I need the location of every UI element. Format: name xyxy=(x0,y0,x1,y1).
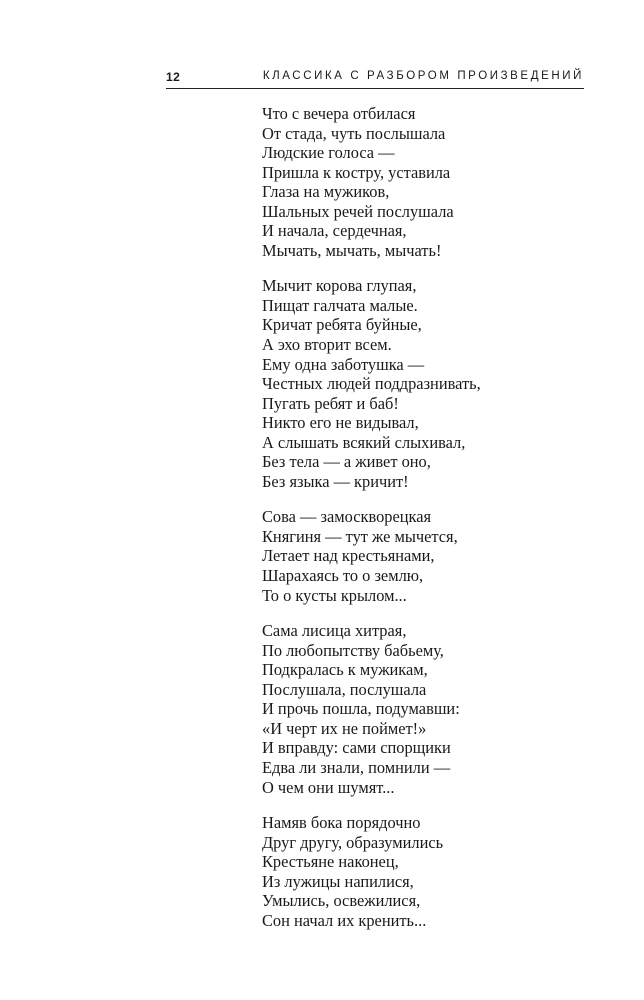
stanza xyxy=(262,276,602,491)
poem-line: Никто его не видывал, xyxy=(262,413,419,433)
page-number: 12 xyxy=(166,70,181,84)
poem-line: Ему одна заботушка — xyxy=(262,354,425,374)
poem-line: Умылись, освежилися, xyxy=(262,891,421,911)
poem-line: Мычать, мычать, мычать! xyxy=(262,240,442,260)
poem-line: Сова — замоскворецкая xyxy=(262,507,432,527)
poem-line: И вправду: сами спорщики xyxy=(262,738,451,758)
poem-line: И прочь пошла, подумавши: xyxy=(262,699,460,719)
poem-line: Пугать ребят и баб! xyxy=(262,393,399,413)
poem-line: Шарахаясь то о землю, xyxy=(262,566,424,586)
poem-line: Из лужицы напилися, xyxy=(262,871,414,891)
poem-line: А слышать всякий слыхивал, xyxy=(262,432,466,452)
poem-line: Летает над крестьянами, xyxy=(262,546,435,566)
poem-line: Пришла к костру, уставила xyxy=(262,162,451,182)
poem-line: Глаза на мужиков, xyxy=(262,182,390,202)
poem-line: Мычит корова глупая, xyxy=(262,276,417,296)
poem-line: Шальных речей послушала xyxy=(262,201,454,221)
poem-line: Крестьяне наконец, xyxy=(262,852,399,872)
poem-line: Что с вечера отбилася xyxy=(262,104,416,123)
poem-line: Кричат ребята буйные, xyxy=(262,315,422,335)
poem-line: От стада, чуть послышала xyxy=(262,123,446,143)
poem-line: Пищат галчата малые. xyxy=(262,295,418,315)
poem-line: А эхо вторит всем. xyxy=(262,335,392,355)
poem-line: И начала, сердечная, xyxy=(262,221,407,241)
poem-body xyxy=(262,104,602,946)
poem-line: Честных людей поддразнивать, xyxy=(262,374,481,394)
running-title: КЛАССИКА С РАЗБОРОМ ПРОИЗВЕДЕНИЙ xyxy=(262,70,584,82)
poem-line: Сон начал их кренить... xyxy=(262,910,427,930)
stanza xyxy=(262,507,602,605)
poem-line: «И черт их не поймет!» xyxy=(262,718,427,738)
poem-line: Едва ли знали, помнили — xyxy=(262,757,451,777)
poem-line: Послушала, послушала xyxy=(262,679,427,699)
poem-line: Подкралась к мужикам, xyxy=(262,660,428,680)
poem-line: Без тела — а живет оно, xyxy=(262,452,431,472)
running-header xyxy=(166,68,584,89)
poem-line: О чем они шумят... xyxy=(262,777,395,797)
stanza xyxy=(262,621,602,797)
poem-line: Людские голоса — xyxy=(262,143,395,163)
stanza xyxy=(262,813,602,930)
poem-line: Сама лисица хитрая, xyxy=(262,621,407,641)
poem-line: То о кусты крылом... xyxy=(262,585,407,605)
stanza xyxy=(262,104,602,260)
poem-line: Намяв бока порядочно xyxy=(262,813,421,833)
poem-line: По любопытству бабьему, xyxy=(262,640,444,660)
poem-line: Друг другу, образумились xyxy=(262,832,444,852)
poem-line: Без языка — кричит! xyxy=(262,471,409,491)
poem-line: Княгиня — тут же мычется, xyxy=(262,526,458,546)
